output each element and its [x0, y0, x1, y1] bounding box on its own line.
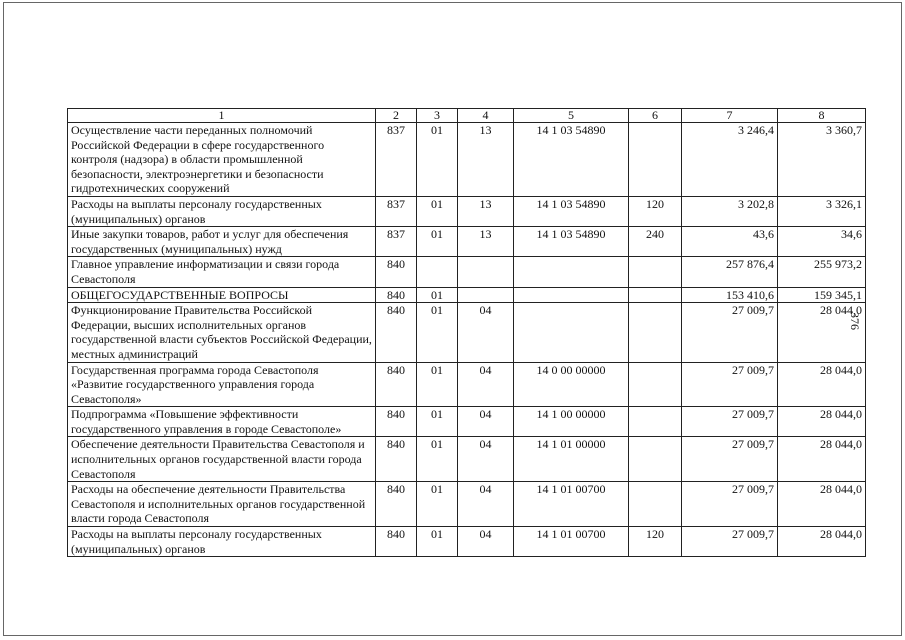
amount-col7-cell: 27 009,7: [682, 527, 778, 557]
table-row: [68, 287, 866, 303]
item-name-cell: Расходы на выплаты персоналу государственных (муниципальных) органов: [68, 527, 376, 557]
amount-col7-cell: 27 009,7: [682, 303, 778, 362]
expense-type-cell: 240: [629, 227, 682, 257]
department-code-cell: 840: [376, 527, 417, 557]
table-row: [68, 227, 866, 257]
section-code-cell: 01: [417, 407, 458, 437]
item-name-cell: Государственная программа города Севастополя «Развитие государственного управления города Севастополя»: [68, 362, 376, 407]
column-header: 5: [514, 109, 629, 123]
section-code-cell: 01: [417, 362, 458, 407]
budget-table: [67, 108, 866, 557]
department-code-cell: 840: [376, 407, 417, 437]
amount-col8-cell: 3 360,7: [778, 123, 866, 197]
amount-col7-cell: 27 009,7: [682, 482, 778, 527]
column-header: 6: [629, 109, 682, 123]
expense-type-cell: [629, 437, 682, 482]
column-header: 7: [682, 109, 778, 123]
table-row: [68, 437, 866, 482]
item-name-cell: Главное управление информатизации и связи города Севастополя: [68, 257, 376, 287]
table-row: [68, 196, 866, 226]
table-row: [68, 407, 866, 437]
amount-col8-cell: 28 044,0: [778, 437, 866, 482]
page-number: 376: [848, 312, 862, 330]
subsection-code-cell: 13: [458, 227, 514, 257]
amount-col7-cell: 27 009,7: [682, 362, 778, 407]
target-article-cell: [514, 257, 629, 287]
expense-type-cell: [629, 287, 682, 303]
department-code-cell: 840: [376, 287, 417, 303]
section-code-cell: 01: [417, 437, 458, 482]
expense-type-cell: [629, 362, 682, 407]
column-header: 8: [778, 109, 866, 123]
item-name-cell: Иные закупки товаров, работ и услуг для обеспечения государственных (муниципальных) нужд: [68, 227, 376, 257]
department-code-cell: 840: [376, 303, 417, 362]
section-code-cell: 01: [417, 303, 458, 362]
table-row: [68, 123, 866, 197]
subsection-code-cell: 04: [458, 527, 514, 557]
amount-col7-cell: 27 009,7: [682, 407, 778, 437]
item-name-cell: Расходы на обеспечение деятельности Правительства Севастополя и исполнительных органов государственной власти города Севастополя: [68, 482, 376, 527]
section-code-cell: 01: [417, 287, 458, 303]
target-article-cell: 14 1 01 00000: [514, 437, 629, 482]
expense-type-cell: [629, 257, 682, 287]
amount-col8-cell: 159 345,1: [778, 287, 866, 303]
amount-col8-cell: 28 044,0: [778, 482, 866, 527]
item-name-cell: Осуществление части переданных полномочий Российской Федерации в сфере государственного контроля (надзора) в области промышленной безопасности, электроэнергетики и безопасности гидротехнических сооружений: [68, 123, 376, 197]
target-article-cell: 14 1 03 54890: [514, 196, 629, 226]
subsection-code-cell: 04: [458, 303, 514, 362]
table-row: [68, 482, 866, 527]
target-article-cell: [514, 287, 629, 303]
amount-col7-cell: 3 246,4: [682, 123, 778, 197]
column-header: 3: [417, 109, 458, 123]
amount-col8-cell: 28 044,0: [778, 362, 866, 407]
expense-type-cell: 120: [629, 196, 682, 226]
amount-col7-cell: 257 876,4: [682, 257, 778, 287]
item-name-cell: Обеспечение деятельности Правительства Севастополя и исполнительных органов государственной власти города Севастополя: [68, 437, 376, 482]
target-article-cell: 14 1 01 00700: [514, 482, 629, 527]
section-code-cell: 01: [417, 482, 458, 527]
target-article-cell: [514, 303, 629, 362]
department-code-cell: 840: [376, 482, 417, 527]
item-name-cell: Функционирование Правительства Российской Федерации, высших исполнительных органов государственной власти субъектов Российской Федерации, местных администраций: [68, 303, 376, 362]
subsection-code-cell: 04: [458, 362, 514, 407]
subsection-code-cell: 04: [458, 482, 514, 527]
column-header: 4: [458, 109, 514, 123]
department-code-cell: 840: [376, 257, 417, 287]
section-code-cell: 01: [417, 196, 458, 226]
subsection-code-cell: 13: [458, 196, 514, 226]
amount-col7-cell: 3 202,8: [682, 196, 778, 226]
expense-type-cell: [629, 303, 682, 362]
table-row: [68, 257, 866, 287]
target-article-cell: 14 1 03 54890: [514, 123, 629, 197]
item-name-cell: ОБЩЕГОСУДАРСТВЕННЫЕ ВОПРОСЫ: [68, 287, 376, 303]
subsection-code-cell: [458, 287, 514, 303]
table-row: [68, 527, 866, 557]
amount-col7-cell: 43,6: [682, 227, 778, 257]
department-code-cell: 837: [376, 123, 417, 197]
department-code-cell: 840: [376, 437, 417, 482]
target-article-cell: 14 1 03 54890: [514, 227, 629, 257]
expense-type-cell: 120: [629, 527, 682, 557]
column-header: 2: [376, 109, 417, 123]
table-row: [68, 362, 866, 407]
target-article-cell: 14 1 00 00000: [514, 407, 629, 437]
section-code-cell: 01: [417, 227, 458, 257]
expense-type-cell: [629, 482, 682, 527]
amount-col8-cell: 28 044,0: [778, 527, 866, 557]
subsection-code-cell: [458, 257, 514, 287]
section-code-cell: 01: [417, 123, 458, 197]
expense-type-cell: [629, 407, 682, 437]
amount-col8-cell: 28 044,0: [778, 407, 866, 437]
subsection-code-cell: 13: [458, 123, 514, 197]
subsection-code-cell: 04: [458, 407, 514, 437]
column-number-row: [68, 109, 866, 123]
section-code-cell: 01: [417, 527, 458, 557]
department-code-cell: 840: [376, 362, 417, 407]
section-code-cell: [417, 257, 458, 287]
target-article-cell: 14 1 01 00700: [514, 527, 629, 557]
table-row: [68, 303, 866, 362]
item-name-cell: Подпрограмма «Повышение эффективности государственного управления в городе Севастополе»: [68, 407, 376, 437]
expense-type-cell: [629, 123, 682, 197]
amount-col7-cell: 27 009,7: [682, 437, 778, 482]
amount-col8-cell: 3 326,1: [778, 196, 866, 226]
department-code-cell: 837: [376, 227, 417, 257]
target-article-cell: 14 0 00 00000: [514, 362, 629, 407]
amount-col8-cell: 255 973,2: [778, 257, 866, 287]
department-code-cell: 837: [376, 196, 417, 226]
subsection-code-cell: 04: [458, 437, 514, 482]
amount-col7-cell: 153 410,6: [682, 287, 778, 303]
item-name-cell: Расходы на выплаты персоналу государственных (муниципальных) органов: [68, 196, 376, 226]
amount-col8-cell: 34,6: [778, 227, 866, 257]
amount-col8-cell: 28 044,0: [778, 303, 866, 362]
column-header: 1: [68, 109, 376, 123]
